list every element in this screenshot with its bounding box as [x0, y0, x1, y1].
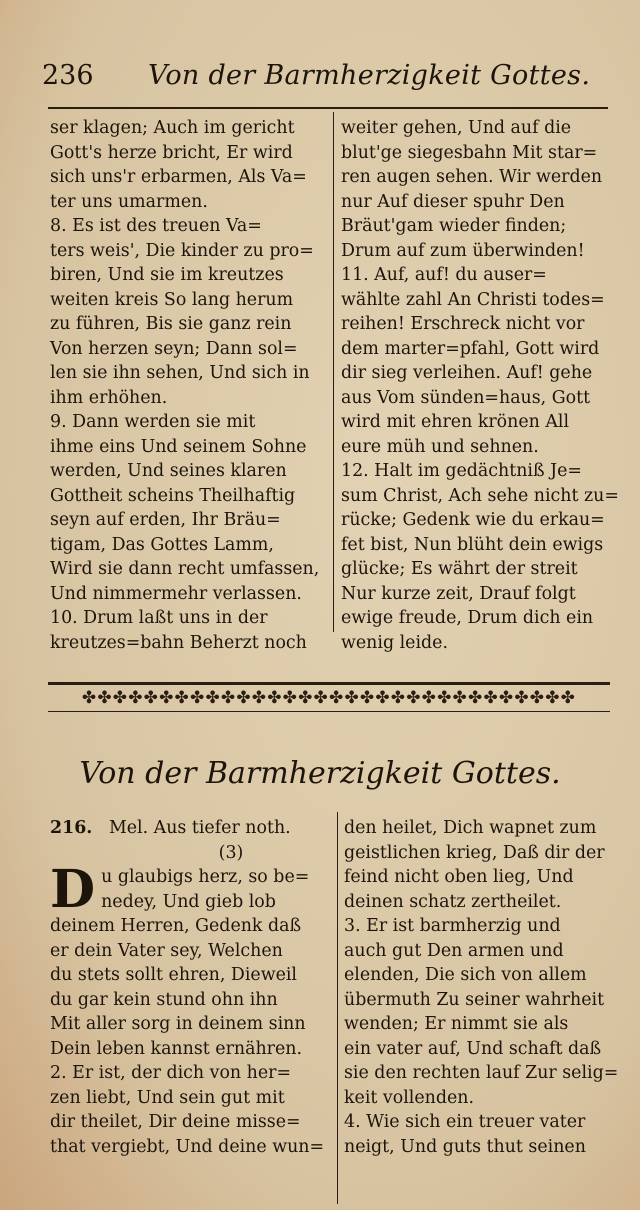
text-line: du gar kein stund ohn ihn [50, 989, 278, 1010]
text-line: den heilet, Dich wapnet zum [344, 818, 597, 838]
text-line: 10. Drum laßt uns in der [50, 608, 268, 628]
header-rule [48, 107, 608, 109]
text-line: 3. Er ist barmherzig und [344, 916, 561, 936]
text-line: deinem Herren, Gedenk daß [50, 916, 302, 936]
text-line: tigam, Das Gottes Lamm, [50, 534, 274, 555]
text-line: Gottheit scheins Theilhaftig [50, 485, 296, 506]
text-line: elenden, Die sich von allem [344, 965, 587, 985]
text-line: wählte zahl An Christi todes= [341, 289, 605, 310]
text-line: Wird sie dann recht umfassen, [50, 559, 320, 579]
fleuron-row: ✤✤✤✤✤✤✤✤✤✤✤✤✤✤✤✤✤✤✤✤✤✤✤✤✤✤✤✤✤✤✤✤ [81, 688, 577, 708]
upper-left-column [50, 116, 319, 655]
text-line: weiten kreis So lang herum [50, 289, 294, 310]
text-line: rücke; Gedenk wie du erkau= [341, 510, 605, 530]
text-line: dir theilet, Dir deine misse= [50, 1112, 301, 1132]
upper-right-column [341, 116, 619, 655]
text-line: fet bist, Nun blüht dein ewigs [341, 534, 604, 555]
text-line: wenig leide. [341, 632, 448, 653]
text-line: biren, Und sie im kreutzes [50, 265, 284, 285]
text-line: geistlichen krieg, Daß dir der [344, 842, 605, 863]
text-line: ters weis', Die kinder zu pro= [50, 240, 314, 261]
text-line: seyn auf erden, Ihr Bräu= [50, 510, 281, 530]
text-line: übermuth Zu seiner wahrheit [344, 989, 605, 1010]
text-line: auch gut Den armen und [344, 940, 564, 961]
text-line: zen liebt, Und sein gut mit [50, 1087, 285, 1108]
text-line: er dein Vater sey, Welchen [50, 940, 283, 961]
text-line: sie den rechten lauf Zur selig= [344, 1063, 619, 1083]
text-line: weiter gehen, Und auf die [341, 118, 572, 138]
text-line: Bräut'gam wieder finden; [341, 216, 567, 236]
hymn-opening [50, 859, 332, 920]
text-line: nur Auf dieser spuhr Den [341, 191, 565, 212]
text-line: eure müh und sehnen. [341, 436, 539, 457]
text-line: dir sieg verleihen. Auf! gehe [341, 363, 593, 383]
text-line: aus Vom sünden=haus, Gott [341, 387, 591, 408]
text-line: len sie ihn sehen, Und sich in [50, 363, 310, 383]
section-title: Von der Barmherzigkeit Gottes. [79, 756, 561, 791]
ornament-rule [48, 682, 610, 685]
text-line: ihme eins Und seinem Sohne [50, 436, 307, 457]
text-line: deinen schatz zertheilet. [344, 891, 562, 912]
text-line: ren augen sehen. Wir werden [341, 167, 603, 187]
text-line: keit vollenden. [344, 1087, 474, 1108]
text-line: 8. Es ist des treuen Va= [50, 216, 262, 236]
text-line: Und nimmermehr verlassen. [50, 583, 302, 604]
text-line: werden, Und seines klaren [50, 461, 287, 481]
text-line: sich uns'r erbarmen, Als Va= [50, 167, 307, 187]
text-line: reihen! Erschreck nicht vor [341, 314, 585, 334]
text-line: 4. Wie sich ein treuer vater [344, 1112, 586, 1132]
text-line: dem marter=pfahl, Gott wird [341, 338, 600, 359]
text-line: du stets sollt ehren, Dieweil [50, 965, 297, 985]
melody-indication: Mel. Aus tiefer noth. [108, 818, 291, 838]
text-line: u glaubigs herz, so be= [101, 867, 310, 887]
text-line: sum Christ, Ach sehe nicht zu= [341, 485, 619, 506]
text-line: Nur kurze zeit, Drauf folgt [341, 583, 576, 604]
text-line: 11. Auf, auf! du auser= [341, 265, 547, 285]
text-line: feind nicht oben lieg, Und [344, 867, 574, 887]
text-line: Mit aller sorg in deinem sinn [50, 1014, 306, 1034]
text-line: ein vater auf, Und schaft daß [344, 1038, 602, 1059]
text-line: glücke; Es währt der streit [341, 559, 578, 579]
text-line: that vergiebt, Und deine wun= [50, 1136, 325, 1157]
column-divider [333, 112, 334, 632]
text-line: Von herzen seyn; Dann sol= [50, 338, 298, 359]
text-line: zu führen, Bis sie ganz rein [50, 314, 292, 334]
text-line: 9. Dann werden sie mit [50, 412, 256, 432]
melody-number: (3) [218, 842, 244, 863]
ornamental-border [48, 680, 610, 728]
text-line: 12. Halt im gedächtniß Je= [341, 461, 582, 481]
running-head: Von der Barmherzigkeit Gottes. [148, 60, 591, 91]
hymn-number: 216. [50, 818, 93, 838]
page-number: 236 [42, 60, 94, 91]
text-line: ter uns umarmen. [50, 191, 208, 212]
page-header [42, 60, 602, 100]
text-line: ihm erhöhen. [50, 387, 168, 408]
drop-cap: D [50, 859, 96, 920]
text-line: wenden; Er nimmt sie als [344, 1014, 569, 1034]
text-line: nedey, Und gieb lob [101, 891, 276, 912]
hymn-column [50, 816, 332, 1159]
ornament-rule [48, 711, 610, 712]
text-line: ewige freude, Drum dich ein [341, 608, 594, 628]
text-line: Gott's herze bricht, Er wird [50, 142, 293, 163]
text-line: Drum auf zum überwinden! [341, 240, 585, 261]
hymn-lines [50, 914, 332, 1159]
text-line: ser klagen; Auch im gericht [50, 118, 295, 138]
column-divider [337, 812, 338, 1204]
text-line: kreutzes=bahn Beherzt noch [50, 632, 307, 653]
lower-right-column [344, 816, 618, 1159]
text-line: neigt, Und guts thut seinen [344, 1136, 586, 1157]
text-line: 2. Er ist, der dich von her= [50, 1063, 292, 1083]
text-line: Dein leben kannst ernähren. [50, 1038, 302, 1059]
hymn-heading [50, 816, 332, 841]
text-line: blut'ge siegesbahn Mit star= [341, 142, 598, 163]
text-line: wird mit ehren krönen All [341, 412, 570, 432]
